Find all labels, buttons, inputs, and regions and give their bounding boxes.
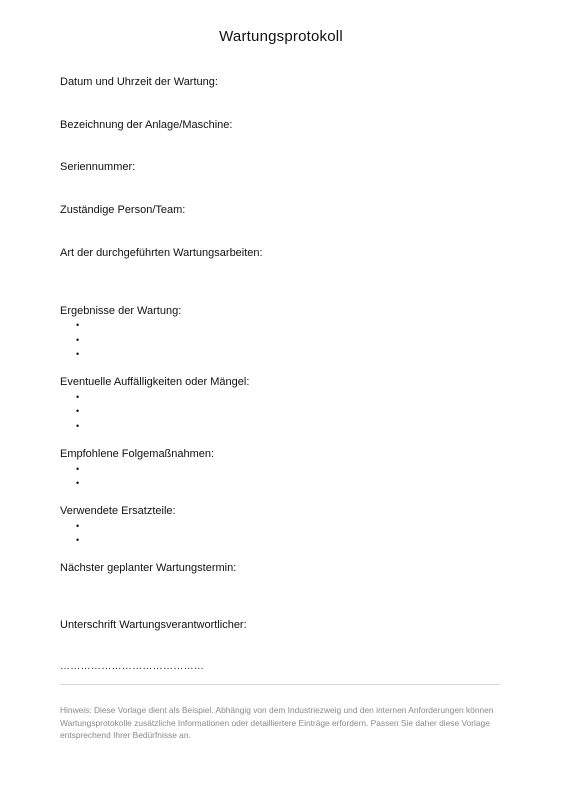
field-datum-label: Datum und Uhrzeit der Wartung: bbox=[60, 76, 218, 88]
maengel-bullet-3: • bbox=[76, 421, 80, 431]
ersatzteile-bullet-1: • bbox=[76, 521, 80, 531]
massnahmen-bullet-1: • bbox=[76, 464, 80, 474]
field-ergebnisse-label: Ergebnisse der Wartung: bbox=[60, 305, 182, 317]
field-unterschrift-label: Unterschrift Wartungsverantwortlicher: bbox=[60, 619, 247, 631]
field-art-label: Art der durchgeführten Wartungsarbeiten: bbox=[60, 247, 263, 259]
field-massnahmen-label: Empfohlene Folgemaßnahmen: bbox=[60, 448, 215, 460]
field-maengel-label: Eventuelle Auffälligkeiten oder Mängel: bbox=[60, 376, 250, 388]
field-seriennummer-label: Seriennummer: bbox=[60, 161, 136, 173]
field-anlage-label: Bezeichnung der Anlage/Maschine: bbox=[60, 119, 233, 131]
massnahmen-bullet-2: • bbox=[76, 478, 80, 488]
ergebnisse-bullet-2: • bbox=[76, 335, 80, 345]
document-title: Wartungsprotokoll bbox=[219, 28, 343, 45]
hint-note: Hinweis: Diese Vorlage dient als Beispiel. Abhängig von dem Industriezweig und den internen Anforderungen können Wartungsprotokolle zusätzliche Informationen oder detailliertere Einträge erfordern. Passen Sie daher diese Vorlage entsprechend Ihrer Bedürfnisse an. bbox=[60, 705, 494, 740]
ersatzteile-bullet-2: • bbox=[76, 535, 80, 545]
maengel-bullet-2: • bbox=[76, 406, 80, 416]
footer-divider bbox=[60, 684, 500, 685]
signature-line: …………………………………… bbox=[60, 661, 205, 672]
ergebnisse-bullet-1: • bbox=[76, 320, 80, 330]
field-ersatzteile-label: Verwendete Ersatzteile: bbox=[60, 505, 176, 517]
field-termin-label: Nächster geplanter Wartungstermin: bbox=[60, 562, 237, 574]
maengel-bullet-1: • bbox=[76, 392, 80, 402]
field-person-label: Zuständige Person/Team: bbox=[60, 204, 186, 216]
ergebnisse-bullet-3: • bbox=[76, 349, 80, 359]
